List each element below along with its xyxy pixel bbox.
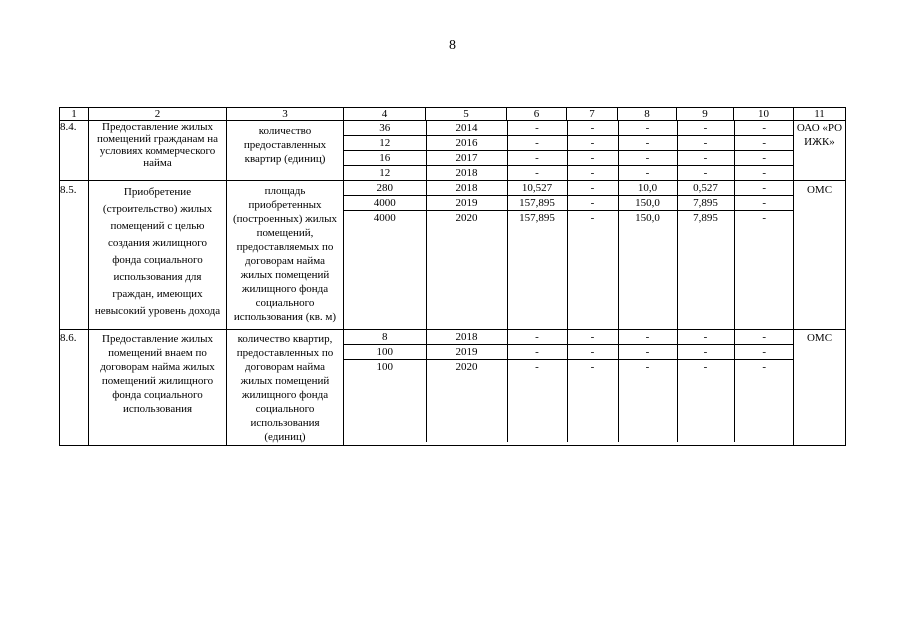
col6-cell: - <box>507 345 567 360</box>
col10-cell: - <box>734 151 794 166</box>
table-row <box>60 181 846 330</box>
col6-cell: - <box>507 330 567 345</box>
year-row <box>344 330 794 345</box>
year-cell: 2014 <box>426 121 507 136</box>
value-cell: 12 <box>344 166 426 181</box>
col8-cell: 150,0 <box>618 196 677 211</box>
col7-cell: - <box>567 136 618 151</box>
col7-cell: - <box>567 181 618 196</box>
value-cell: 100 <box>344 360 426 375</box>
col10-cell: - <box>734 181 794 196</box>
header-cell: 8 <box>618 108 677 121</box>
page-number: 8 <box>449 38 456 53</box>
year-cell: 2020 <box>426 211 507 226</box>
header-cell: 11 <box>794 108 846 121</box>
year-row <box>344 166 794 181</box>
col6-cell: 10,527 <box>507 181 567 196</box>
year-row <box>344 151 794 166</box>
year-row <box>344 181 794 196</box>
indicator-name: количество квартир, предоставленных по договорам найма жилых помещений жилищного фонда социального использования (единиц) <box>227 330 344 446</box>
col9-cell: 0,527 <box>677 181 734 196</box>
year-row <box>344 196 794 211</box>
header-cell: 1 <box>60 108 89 121</box>
year-cell: 2017 <box>426 151 507 166</box>
col8-cell: - <box>618 166 677 181</box>
header-row <box>60 108 846 121</box>
year-cell: 2019 <box>426 345 507 360</box>
header-cell: 6 <box>507 108 567 121</box>
yearly-values <box>344 181 794 330</box>
col10-cell: - <box>734 345 794 360</box>
program-events-table <box>59 107 846 446</box>
col8-cell: - <box>618 121 677 136</box>
year-cell: 2018 <box>426 166 507 181</box>
year-cell: 2018 <box>426 330 507 345</box>
col8-cell: - <box>618 360 677 375</box>
year-cell: 2019 <box>426 196 507 211</box>
value-cell: 12 <box>344 136 426 151</box>
header-cell: 9 <box>677 108 734 121</box>
col8-cell: - <box>618 330 677 345</box>
header-cell: 5 <box>426 108 507 121</box>
value-cell: 36 <box>344 121 426 136</box>
year-cell: 2020 <box>426 360 507 375</box>
col6-cell: - <box>507 121 567 136</box>
col7-cell: - <box>567 151 618 166</box>
table-row <box>60 121 846 181</box>
event-name: Приобретение (строительство) жилых помещений с целью создания жилищного фонда социального использования для граждан, имеющих невысокий уровень дохода <box>89 181 227 330</box>
header-cell: 2 <box>89 108 227 121</box>
col7-cell: - <box>567 121 618 136</box>
col7-cell: - <box>567 211 618 226</box>
col9-cell: - <box>677 360 734 375</box>
value-cell: 16 <box>344 151 426 166</box>
col7-cell: - <box>567 360 618 375</box>
year-cell: 2016 <box>426 136 507 151</box>
col10-cell: - <box>734 136 794 151</box>
col9-cell: - <box>677 121 734 136</box>
col9-cell: - <box>677 136 734 151</box>
event-name: Предоставление жилых помещений внаем по договорам найма жилых помещений жилищного фонда социального использования <box>89 330 227 446</box>
col9-cell: - <box>677 345 734 360</box>
yearly-values-grid <box>344 121 794 180</box>
indicator-name: количество предоставленных квартир (единиц) <box>227 121 344 181</box>
year-cell: 2018 <box>426 181 507 196</box>
col10-cell: - <box>734 121 794 136</box>
col7-cell: - <box>567 345 618 360</box>
filler-row <box>344 225 794 329</box>
col10-cell: - <box>734 196 794 211</box>
executor: ОАО «РО ИЖК» <box>794 121 846 181</box>
filler-row <box>344 374 794 442</box>
value-cell: 280 <box>344 181 426 196</box>
year-row <box>344 136 794 151</box>
col10-cell: - <box>762 167 767 179</box>
col8-cell: - <box>618 345 677 360</box>
executor: ОМС <box>794 181 846 330</box>
table-row <box>60 330 846 446</box>
col6-cell: - <box>507 151 567 166</box>
row-number: 8.4. <box>60 121 89 181</box>
row-number: 8.5. <box>60 181 89 330</box>
header-cell: 3 <box>227 108 344 121</box>
col7-cell: - <box>567 330 618 345</box>
col6-cell: - <box>507 136 567 151</box>
col10-cell: - <box>734 330 794 345</box>
col7-cell: - <box>567 196 618 211</box>
header-cell: 4 <box>344 108 426 121</box>
header-cell: 10 <box>734 108 794 121</box>
yearly-values <box>344 330 794 446</box>
col6-cell: 157,895 <box>507 211 567 226</box>
col6-cell: 157,895 <box>507 196 567 211</box>
yearly-values <box>344 121 794 181</box>
col9-cell: - <box>677 151 734 166</box>
col6-cell: - <box>507 166 567 181</box>
col8-cell: 10,0 <box>618 181 677 196</box>
col9-cell: - <box>677 330 734 345</box>
col10-cell: - <box>762 361 767 373</box>
col7-cell: - <box>567 166 618 181</box>
value-cell: 8 <box>344 330 426 345</box>
col9-cell: 7,895 <box>677 211 734 226</box>
year-row <box>344 211 794 226</box>
value-cell: 4000 <box>344 211 426 226</box>
value-cell: 4000 <box>344 196 426 211</box>
col6-cell: - <box>507 360 567 375</box>
col8-cell: - <box>618 136 677 151</box>
yearly-values-grid <box>344 330 794 442</box>
executor: ОМС <box>794 330 846 446</box>
year-row <box>344 360 794 375</box>
col8-cell: - <box>618 151 677 166</box>
year-row <box>344 121 794 136</box>
col9-cell: 7,895 <box>677 196 734 211</box>
col10-cell: - <box>762 212 767 224</box>
header-cell: 7 <box>567 108 618 121</box>
value-cell: 100 <box>344 345 426 360</box>
year-row <box>344 345 794 360</box>
indicator-name: площадь приобретенных (построенных) жилых помещений, предоставляемых по договорам найма жилых помещений жилищного фонда социального использования (кв. м) <box>227 181 344 330</box>
yearly-values-grid <box>344 181 794 329</box>
col9-cell: - <box>677 166 734 181</box>
row-number: 8.6. <box>60 330 89 446</box>
event-name: Предоставление жилых помещений гражданам на условиях коммерческого найма <box>89 121 227 181</box>
col8-cell: 150,0 <box>618 211 677 226</box>
